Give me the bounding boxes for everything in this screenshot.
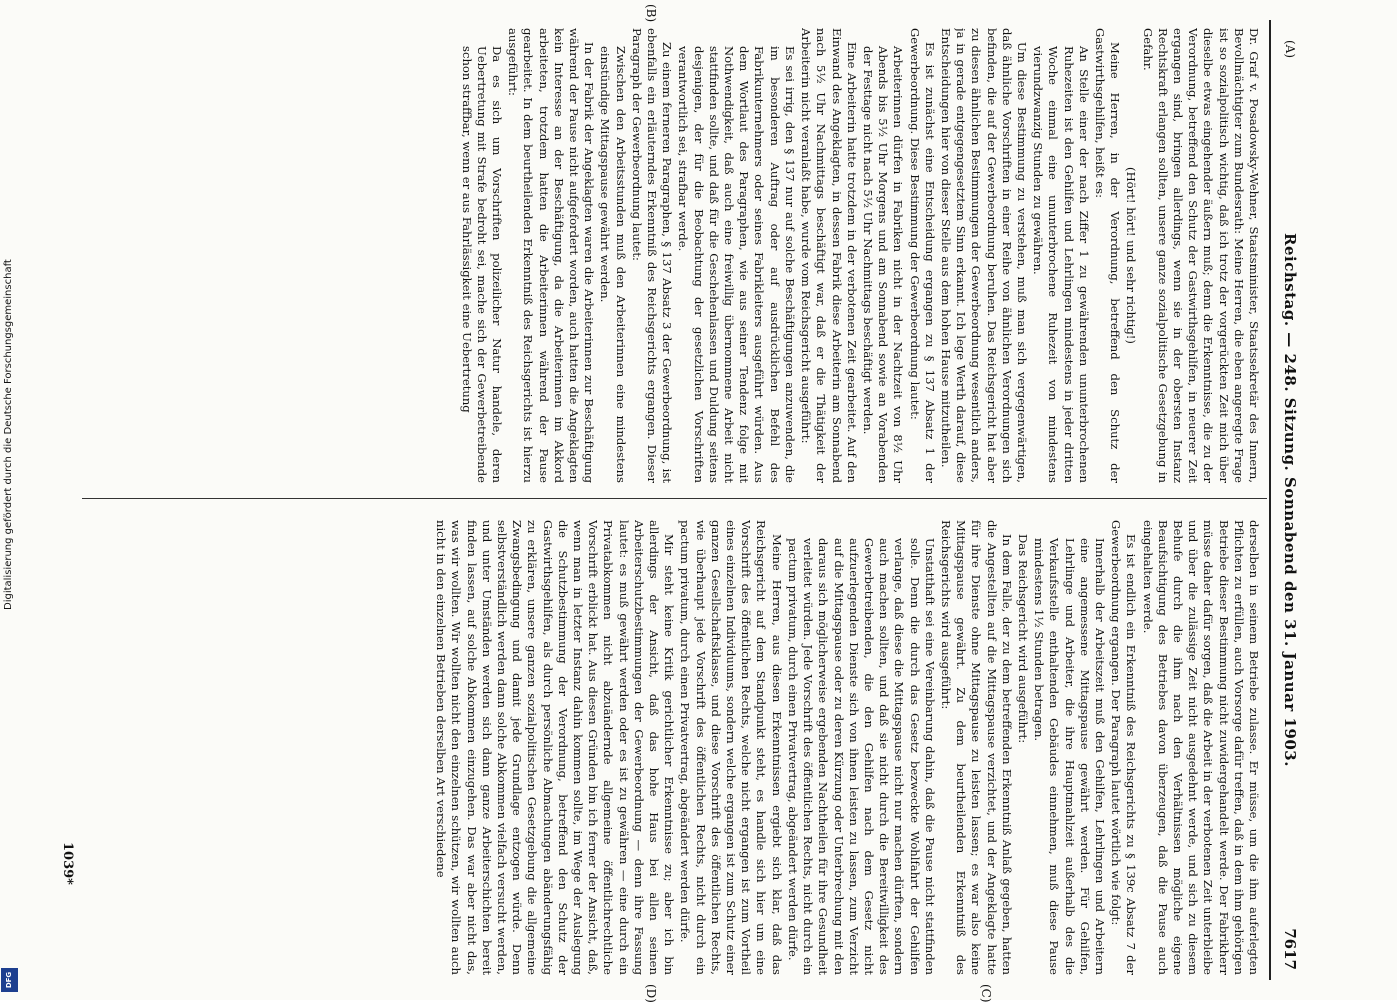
paragraph: Eine Arbeiterin hatte trotzdem in der verbotenen Zeit gearbeitet. Auf den Einwand des Angeklagten, in dessen Fabrik diese Arbeiterin am Sonnabend nach 5½ Uhr Nachmittags beschäftigt war, daß er die Thätigkeit der Arbeiterin nicht veranlaßt habe, wurde vom Reichsgericht ausgeführt: bbox=[799, 28, 859, 483]
left-column bbox=[81, 28, 1261, 483]
quotation: Es sei irrig, den § 137 nur auf solche Beschäftigungen anzuwenden, die im besonderen Auftrag oder auf ausdrücklichen Befehl des Fabrikunternehmers oder seines Fabrikleiters ausgeführt würden. Aus dem Wortlaut des Paragraphen, wie aus seiner Tendenz folge mit Nothwendigkeit, daß auch eine freiwillig übernommene Arbeit nicht stattfinden sollte, und daß für die Geschehenlassen und Duldung seitens desjenigen, der für die Beobachtung der gesetzlichen Vorschriften verantwortlich sei, strafbar werde. bbox=[676, 46, 797, 483]
margin-marker-d: (D) bbox=[644, 984, 658, 1003]
margin-marker-c: (C) bbox=[979, 984, 993, 1003]
paragraph: Mir steht keine Kritik gerichtlicher Erkenntnisse zu; aber ich bin allerdings der Ansicht, daß das hohe Haus bei allen seinen Arbeiterschutzbestimmungen der Gewerbeordnung — denn ihre Fassung lautet: es muß gewährt werden oder es ist zu gewähren — eine durch ein Privatabkommen nicht abzuändernde allgemeine öffentlichrechtliche Vorschrift erblickt hat. Aus diesen Gründen bin ich ferner der Ansicht, daß, wenn man in letzter Instanz dahin kommen sollte, im Wege der Auslegung die Schutzbestimmung der Verordnung, betreffend den Schutz der Gastwirthsgehilfen, als durch persönliche Abmachungen abänderungsfähig zu erklären, unsere ganzen sozialpolitischen Gesetzgebung die allgemeine Zwangsbedingung und damit jede Grundlage entzogen würde. Denn selbstverständlich werden dann solche Abkommen vielfach versucht werden, und unter Umständen werden sich dann ganze Arbeiterschichten bereit finden lassen, auf solche Abkommen einzugehen. Das war aber nicht das, was wir wollten. Wir wollten nicht den einzelnen schützen, wir wollten auch nicht in den einzelnen Betrieben derselben Art verschiedene bbox=[434, 520, 677, 975]
right-column bbox=[81, 520, 1261, 975]
page-number: 7617 bbox=[1281, 928, 1299, 970]
paragraph: (Hört! hört! und sehr richtig!) bbox=[1124, 167, 1139, 344]
quotation: Zwischen den Arbeitsstunden muß den Arbeiterinnen eine mindestens einstündige Mittagspause gewährt werden. bbox=[598, 46, 628, 483]
quotation: Da es sich um Vorschriften polizeilicher Natur handele, deren Uebertretung mit Strafe bedroht sei, mache sich der Gewerbetreibende schon straffbar, wenn er aus Fahrlässigkeit eine Uebertretung bbox=[459, 46, 505, 483]
paragraph: Das Reichsgericht wird ausgeführt: bbox=[1015, 534, 1030, 744]
dfg-logo-text: DFG bbox=[5, 971, 14, 989]
margin-marker-a: (A) bbox=[1283, 40, 1297, 59]
quotation: Innerhalb der Arbeitszeit muß den Gehilfen, Lehrlingen und Arbeitern eine angemessene Mittagspause gewährt werden. Für Gehilfen, Lehrlinge und Arbeiter, die ihre Hauptmahlzeit außerhalb des die Verkaufsstelle enthaltenden Gebäudes einnehmen, muß diese Pause mindestens 1½ Stunden betragen. bbox=[1032, 538, 1107, 975]
column-divider bbox=[82, 498, 1267, 499]
paragraph: Meine Herren, aus diesen Erkenntnissen ergiebt sich klar, daß das Reichsgericht auf dem Standpunkt steht, es handle sich hier um eine Vorschrift des öffentlichen Rechts, welche nicht ergangen ist zum Vortheil eines einzelnen Individuums, sondern welche ergangen ist zum Schutz einer ganzen Gesellschaftsklasse, und diese Vorschrift des öffentlichen Rechts, wie überhaupt jede Vorschrift des öffentlichen Rechts, nicht durch ein pactum privatum, durch einen Privatvertrag, abgeändert werden dürfe. bbox=[678, 520, 784, 975]
header-rule bbox=[1269, 20, 1271, 980]
funding-notice: Digitalisierung gefördert durch die Deutsche Forschungsgemeinschaft bbox=[3, 259, 14, 610]
paragraph: Um diese Bestimmung zu verstehen, muß man sich vergegenwärtigen, daß ähnliche Vorschriften in einer Reihe von ähnlichen Verordnungen sich befinden, die auf der Gewerbeordnung beruhen. Das Reichsgericht hat aber zu diesen ähnlichen Bestimmungen der Gewerbeordnung wesentlich anders, ja in gerade entgegengesetztem Sinn erkannt. Ich lege Werth darauf, diese Entscheidungen hier von dieser Stelle aus dem hohen Hause mitzutheilen. bbox=[938, 28, 1029, 483]
paragraph: derselben in seinem Betriebe zulasse. Er müsse, um die ihm auferlegten Pflichten zu erfüllen, auch Vorsorge dafür treffen, daß in dem ihm gehörigen Betriebe dieser Bestimmung nicht zuwidergehandelt werde. Der Fabrikherr müsse daher dafür sorgen, daß die Arbeit in der verbotenen Zeit unterbleibe und über die zulässige Zeit nicht ausgedehnt werde, und sich zu diesem Behufe durch die ihm nach den Verhältnissen mögliche eigene Beaufsichtigung des Betriebes davon überzeugen, daß die Pause auch eingehalten werde. bbox=[1140, 520, 1261, 975]
paragraph: Dr. Graf v. Posadowsky-Wehner, Staatsminister, Staatssekretär des Innern, Bevollmächtigter zum Bundesrath: Meine Herren, die eben angeregte Frage ist so sozialpolitisch wichtig, daß ich trotz der vorgerückten Zeit mich über dieselbe etwas eingehender äußern muß; denn die Erkenntnisse, die zu der Verordnung, betreffend den Schutz der Gastwirthsgehilfen, in neuerer Zeit ergangen sind, bringen allerdings, wenn sie in der obersten Instanz Rechtskraft erlangen sollten, unsere ganze sozialpolitische Gesetzgebung in Gefahr. bbox=[1140, 28, 1261, 483]
page-header bbox=[1273, 0, 1303, 1000]
paragraph: Es ist zunächst eine Entscheidung ergangen zu § 137 Absatz 1 der Gewerbeordnung. Diese Bestimmung der Gewerbeordnung lautet: bbox=[907, 28, 937, 483]
dfg-logo bbox=[1, 968, 18, 992]
paragraph: Zu einem ferneren Paragraphen, § 137 Absatz 3 der Gewerbeordnung, ist ebenfalls ein erläuterndes Erkenntniß des Reichsgerichts ergangen. Dieser Paragraph der Gewerbeordnung lautet: bbox=[629, 28, 675, 483]
paragraph: In der Fabrik der Angeklagten waren die Arbeiterinnen zur Beschäftigung während der Pause nicht aufgefordert worden, auch hatten die Angeklagten kein Interesse an der Beschäftigung, da die Arbeiterinnen im Akkord arbeiteten, trotzdem hatten die Arbeiterinnen während der Pause gearbeitet. In dem beurtheilenden Erkenntniß des Reichsgerichts ist hierzu ausgeführt: bbox=[506, 28, 597, 483]
quotation: Unstatthaft sei eine Vereinbarung dahin, daß die Pause nicht stattfinden solle. Denn die durch das Gesetz bezweckte Wohlfahrt der Gehilfen verlange, daß diese die Mittagspause nicht nur machen dürften, sondern auch machen sollten, und daß sie nicht durch die Bereitwilligkeit des Gewerbetreibenden, die den Gehilfen nach dem Gesetz nicht aufzuerlegenden Dienste sich von ihnen leisten zu lassen, zum Verzicht auf die Mittagspause oder zu deren Kürzung oder Unterbrechung mit den daraus sich möglicherweise ergebenden Nachtheilen für ihre Gesundheit verleitet würden. Jede Vorschrift des öffentlichen Rechts, nicht durch ein pactum privatum, durch einen Privatvertrag, abgeändert werden dürfe. bbox=[785, 538, 937, 975]
dfg-side-strip bbox=[0, 0, 20, 1000]
rotated-newspaper-page bbox=[23, 0, 1313, 1003]
paragraph: Es ist endlich ein Erkenntniß des Reichsgerichts zu § 139c Absatz 7 der Gewerbeordnung ergangen. Der Paragraph lautet wörtlich wie folgt: bbox=[1109, 520, 1139, 975]
margin-marker-b: (B) bbox=[644, 4, 658, 23]
page-code: 1039* bbox=[60, 842, 75, 885]
paragraph: In dem Falle, der zu dem betreffenden Erkenntniß Anlaß gegeben, hatten die Angestellten auf die Mittagspause verzichtet, und der Angeklagte hatte für ihre Dienste ohne Mittagspause zu leisten lassen; es war also keine Mittagspause gewährt. Zu dem beurtheilenden Erkenntniß des Reichsgerichts wird ausgeführt: bbox=[938, 520, 1014, 975]
quotation: An Stelle einer der nach Ziffer 1 zu gewährenden ununterbrochenen Ruhezeiten ist den Gehilfen und Lehrlingen mindestens in jeder dritten Woche einmal eine ununterbrochene Ruhezeit von mindestens vierundzwanzig Stunden zu gewähren. bbox=[1031, 46, 1091, 483]
paragraph: Meine Herren, in der Verordnung, betreffend den Schutz der Gastwirthsgehilfen, heißt es: bbox=[1092, 28, 1123, 483]
session-title: Reichstag. — 248. Sitzung. Sonnabend den 31. Januar 1903. bbox=[1281, 233, 1299, 767]
quotation: Arbeiterinnen dürfen in Fabriken nicht in der Nachtzeit von 8½ Uhr Abends bis 5½ Uhr Morgens und am Sonnabend sowie an Vorabenden der Festtage nicht nach 5½ Uhr Nachmittags beschäftigt werden. bbox=[860, 46, 906, 483]
